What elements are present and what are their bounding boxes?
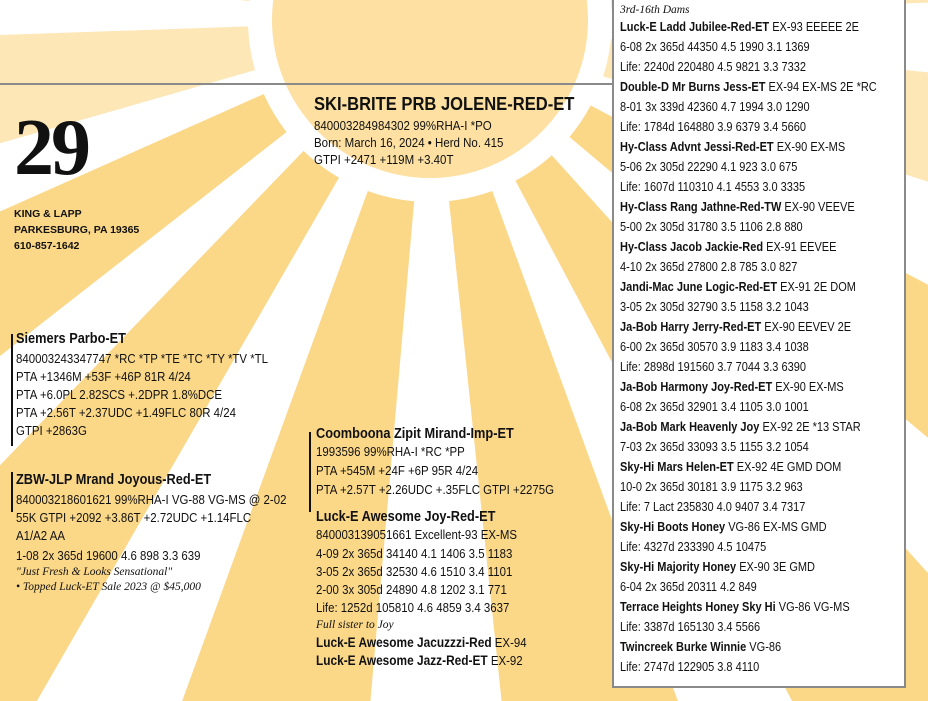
ancestor-name: Jandi-Mac June Logic-Red-ET [620, 280, 778, 294]
granddam-name: Luck-E Awesome Joy-Red-ET [316, 509, 496, 525]
sire-line: GTPI +2863G [16, 423, 87, 438]
ancestor-record: EX-90 EEVEV 2E [761, 320, 852, 334]
dam-pedigree-line [620, 177, 870, 197]
maternal-sire-bracket [309, 432, 311, 512]
sire-line: PTA +6.0PL 2.82SCS +.2DPR 1.8%DCE [16, 387, 223, 402]
dam-pedigree-line [620, 557, 870, 577]
dam-pedigree-line [620, 397, 870, 417]
granddam-block [316, 508, 555, 670]
ancestor-record: 6-04 2x 365d 20311 4.2 849 [620, 580, 757, 594]
dam-pedigree-line [620, 437, 870, 457]
ancestor-record: EX-91 EEVEE [763, 240, 837, 254]
ancestor-record: 5-06 2x 305d 22290 4.1 923 3.0 675 [620, 160, 798, 174]
animal-id-line: 840003284984302 99%RHA-I *PO [314, 119, 492, 133]
sire-line: 840003243347747 *RC *TP *TE *TC *TY *TV *TL [16, 351, 269, 366]
ancestor-record: 4-10 2x 365d 27800 2.8 785 3.0 827 [620, 260, 798, 274]
ancestor-record: 10-0 2x 365d 30181 3.9 1175 3.2 963 [620, 480, 803, 494]
ancestor-record: EX-90 EX-MS [772, 380, 844, 394]
ancestor-record: 5-00 2x 305d 31780 3.5 1106 2.8 880 [620, 220, 803, 234]
granddam-line: 840003139051661 Excellent-93 EX-MS [316, 527, 517, 542]
sire-line: PTA +2.56T +2.37UDC +1.49FLC 80R 4/24 [16, 405, 236, 420]
dams-header: 3rd-16th Dams [620, 4, 690, 16]
ancestor-record: Life: 1607d 110310 4.1 4553 3.0 3335 [620, 180, 806, 194]
dam-pedigree-line [620, 37, 870, 57]
dam-block [16, 471, 323, 595]
ancestor-record: EX-90 EX-MS [773, 140, 846, 154]
dam-pedigree-line [620, 277, 870, 297]
dam-line: 840003218601621 99%RHA-I VG-88 VG-MS @ 2-02 [16, 492, 287, 507]
dam-pedigree-line [620, 77, 877, 97]
ancestor-record: Life: 2898d 191560 3.7 7044 3.3 6390 [620, 360, 806, 374]
dam-bracket [11, 472, 13, 512]
dam-pedigree-line [620, 297, 870, 317]
ancestor-record: 6-08 2x 365d 32901 3.4 1105 3.0 1001 [620, 400, 809, 414]
ancestor-record: 6-08 2x 365d 44350 4.5 1990 3.1 1369 [620, 40, 810, 54]
relative-score: EX-92 [490, 653, 523, 668]
dam-pedigree-line [620, 157, 870, 177]
dam-pedigree-line [620, 377, 870, 397]
dam-pedigree-line [620, 17, 870, 37]
dam-pedigree-line [620, 357, 870, 377]
relative-name: Luck-E Awesome Jazz-Red-ET [316, 653, 488, 668]
ancestor-name: Hy-Class Advnt Jessi-Red-ET [620, 140, 774, 154]
sire-name: Siemers Parbo-ET [16, 331, 126, 347]
dam-pedigree-line [620, 337, 870, 357]
granddam-line: Life: 1252d 105810 4.6 4859 3.4 3637 [316, 600, 510, 615]
dam-pedigree-line [620, 617, 870, 637]
sire-bracket [11, 334, 13, 446]
ancestor-name: Ja-Bob Harmony Joy-Red-ET [620, 380, 773, 394]
lot-number: 29 [14, 104, 88, 192]
ancestor-name: Sky-Hi Boots Honey [620, 520, 726, 534]
dam-pedigree-line [620, 217, 870, 237]
dams-panel [612, 0, 906, 688]
consignor-city: PARKESBURG, PA 19365 [14, 224, 140, 236]
consignor-block [14, 206, 139, 254]
granddam-line: 2-00 3x 305d 24890 4.8 1202 3.1 771 [316, 582, 507, 597]
ancestor-name: Sky-Hi Mars Helen-ET [620, 460, 734, 474]
dam-pedigree-line [620, 537, 870, 557]
dam-pedigree-line [620, 497, 870, 517]
maternal-sire-block [316, 425, 587, 499]
maternal-sire-name: Coomboona Zipit Mirand-Imp-ET [316, 426, 514, 442]
dam-pedigree-line [620, 57, 870, 77]
granddam-line: 4-09 2x 365d 34140 4.1 1406 3.5 1183 [316, 546, 513, 561]
granddam-note: Full sister to Joy [316, 619, 394, 631]
ancestor-record: Life: 7 Lact 235830 4.0 9407 3.4 7317 [620, 500, 806, 514]
dam-pedigree-line [620, 257, 870, 277]
ancestor-record: 3-05 2x 305d 32790 3.5 1158 3.2 1043 [620, 300, 809, 314]
dam-pedigree-line [620, 197, 870, 217]
consignor-phone: 610-857-1642 [14, 240, 80, 252]
ancestor-name: Twincreek Burke Winnie [620, 640, 747, 654]
animal-name: SKI-BRITE PRB JOLENE-RED-ET [314, 94, 575, 114]
dam-pedigree-line [620, 517, 870, 537]
ancestor-record: EX-91 2E DOM [777, 280, 856, 294]
ancestor-record: VG-86 [746, 640, 782, 654]
ancestor-name: Ja-Bob Mark Heavenly Joy [620, 420, 760, 434]
relative-name: Luck-E Awesome Jacuzzzi-Red [316, 635, 492, 650]
animal-details [314, 118, 520, 169]
ancestor-name: Luck-E Ladd Jubilee-Red-ET [620, 20, 770, 34]
dam-pedigree-line [620, 237, 870, 257]
maternal-sire-line: PTA +545M +24F +6P 95R 4/24 [316, 463, 479, 478]
animal-gtpi-line: GTPI +2471 +119M +3.40T [314, 153, 454, 167]
relative-score: EX-94 [494, 635, 527, 650]
dam-pedigree-line [620, 97, 870, 117]
ancestor-record: Life: 4327d 233390 4.5 10475 [620, 540, 767, 554]
maternal-sire-line: PTA +2.57T +2.26UDC +.35FLC GTPI +2275G [316, 482, 555, 497]
granddam-line: 3-05 2x 365d 32530 4.6 1510 3.4 1101 [316, 564, 513, 579]
dam-note: • Topped Luck-ET Sale 2023 @ $45,000 [16, 581, 201, 593]
ancestor-name: Sky-Hi Majority Honey [620, 560, 737, 574]
ancestor-record: EX-92 2E *13 STAR [759, 420, 861, 434]
sire-block [16, 330, 302, 440]
ancestor-record: EX-90 3E GMD [736, 560, 816, 574]
dam-line: 1-08 2x 365d 19600 4.6 898 3.3 639 [16, 548, 201, 563]
ancestor-record: EX-94 EX-MS 2E *RC [765, 80, 877, 94]
ancestor-record: Life: 3387d 165130 3.4 5566 [620, 620, 761, 634]
ancestor-name: Hy-Class Jacob Jackie-Red [620, 240, 764, 254]
ancestor-name: Double-D Mr Burns Jess-ET [620, 80, 766, 94]
animal-born-line: Born: March 16, 2024 • Herd No. 415 [314, 136, 504, 150]
dam-note: "Just Fresh & Looks Sensational" [16, 566, 173, 578]
sire-line: PTA +1346M +53F +46P 81R 4/24 [16, 369, 191, 384]
header-divider [0, 83, 612, 85]
dam-pedigree-line [620, 637, 870, 657]
ancestor-record: VG-86 VG-MS [775, 600, 850, 614]
ancestor-record: 7-03 2x 365d 33093 3.5 1155 3.2 1054 [620, 440, 809, 454]
maternal-sire-line: 1993596 99%RHA-I *RC *PP [316, 444, 465, 459]
ancestor-name: Ja-Bob Harry Jerry-Red-ET [620, 320, 762, 334]
dam-line: 55K GTPI +2092 +3.86T +2.72UDC +1.14FLC [16, 510, 252, 525]
dam-name: ZBW-JLP Mrand Joyous-Red-ET [16, 472, 212, 488]
ancestor-record: EX-93 EEEEE 2E [769, 20, 860, 34]
ancestor-record: 8-01 3x 339d 42360 4.7 1994 3.0 1290 [620, 100, 810, 114]
dams-list [620, 17, 904, 677]
ancestor-name: Terrace Heights Honey Sky Hi [620, 600, 776, 614]
ancestor-record: Life: 2240d 220480 4.5 9821 3.3 7332 [620, 60, 806, 74]
ancestor-record: 6-00 2x 365d 30570 3.9 1183 3.4 1038 [620, 340, 809, 354]
ancestor-record: EX-92 4E GMD DOM [733, 460, 842, 474]
dam-pedigree-line [620, 117, 870, 137]
dam-pedigree-line [620, 317, 870, 337]
ancestor-record: Life: 1784d 164880 3.9 6379 3.4 5660 [620, 120, 806, 134]
dam-pedigree-line [620, 657, 870, 677]
ancestor-name: Hy-Class Rang Jathne-Red-TW [620, 200, 782, 214]
dam-pedigree-line [620, 137, 870, 157]
ancestor-record: VG-86 EX-MS GMD [725, 520, 827, 534]
ancestor-record: Life: 2747d 122905 3.8 4110 [620, 660, 760, 674]
dam-pedigree-line [620, 597, 870, 617]
dam-pedigree-line [620, 477, 870, 497]
dam-line: A1/A2 AA [16, 528, 65, 543]
dam-pedigree-line [620, 417, 870, 437]
dam-pedigree-line [620, 577, 870, 597]
consignor-name: KING & LAPP [14, 208, 82, 220]
dam-pedigree-line [620, 457, 870, 477]
ancestor-record: EX-90 VEEVE [781, 200, 855, 214]
